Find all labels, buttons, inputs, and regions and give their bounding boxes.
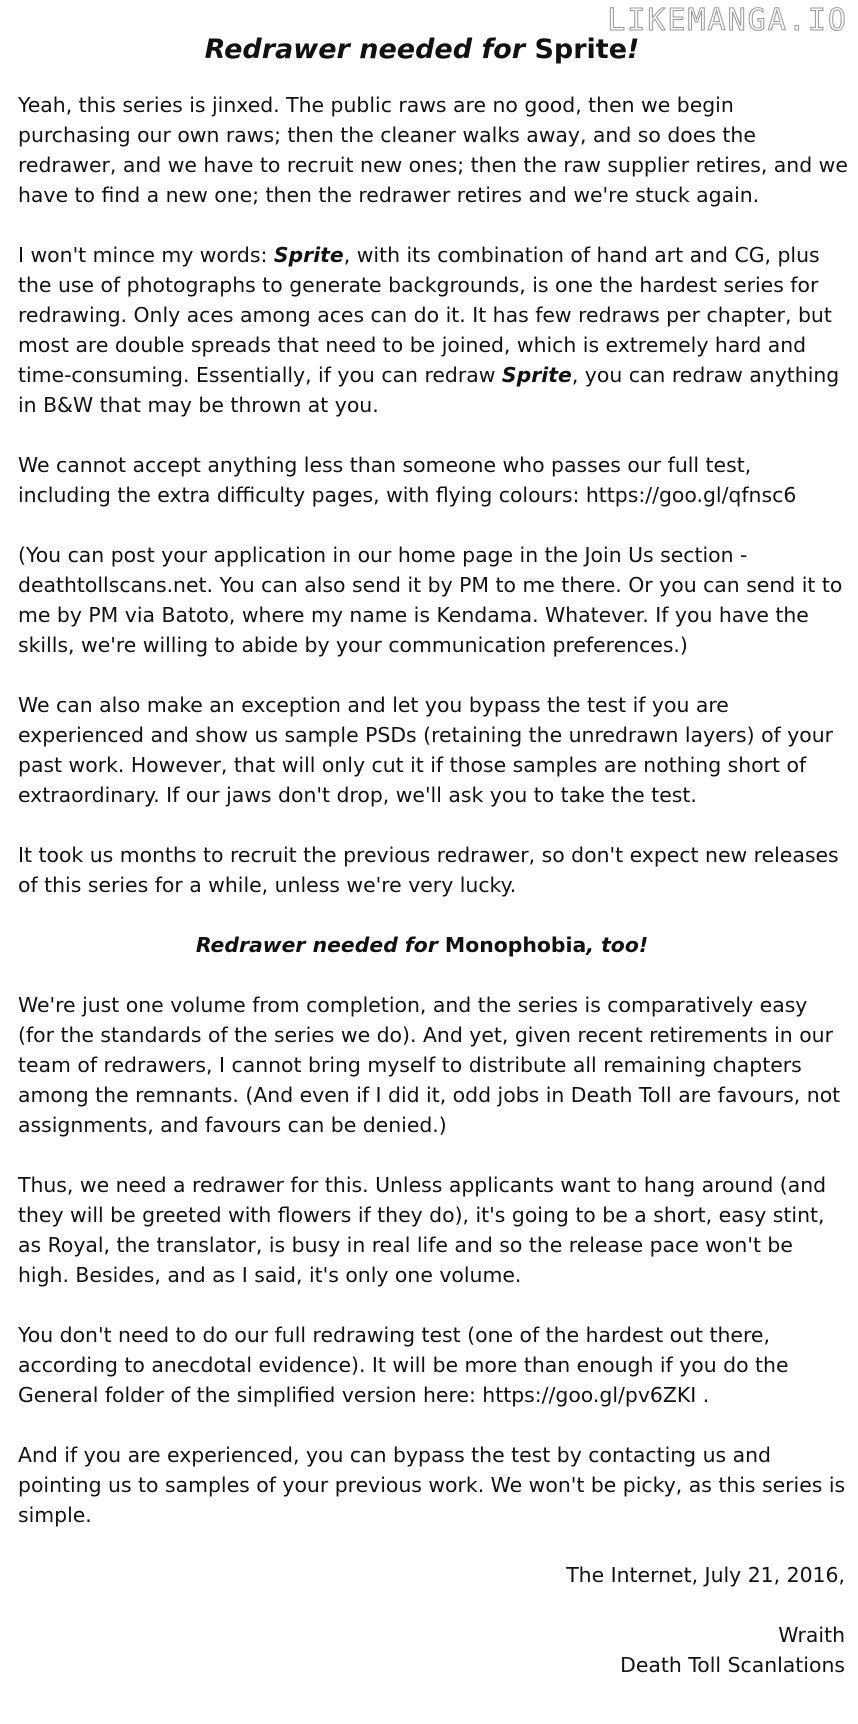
closing-place-date: The Internet, July 21, 2016, — [566, 1563, 845, 1587]
letter — [18, 30, 848, 1680]
paragraph-completion: We're just one volume from completion, and the series is comparatively easy (for the standards of the series we do). And yet, given recent retirements in our team of redrawers, I cannot bring myself to distribute all remaining chapters among the remnants. (And even if I did it, odd jobs in Death Toll are favours, not assignments, and favours can be denied.) — [18, 993, 841, 1137]
paragraph-test-requirement: We cannot accept anything less than someone who passes our full test, including the extra difficulty pages, with flying colours: https://goo.gl/qfnsc6 — [18, 453, 797, 507]
p2-text-c: , with its combination of hand art and CG, plus the use of photographs to generate backgrounds, is one the hardest series for redrawing. Only aces among aces can do it. It has few redraws per chapter, but most are double spreads that need to be joined, which is extremely hard and time-consuming. Essentially, if you can redraw — [18, 243, 832, 387]
paragraph-jinxed: Yeah, this series is jinxed. The public raws are no good, then we begin purchasing our own raws; then the cleaner walks away, and so does the redrawer, and we have to recruit new ones; then the raw supplier retires, and we have to find a new one; then the redrawer retires and we're stuck again. — [18, 93, 848, 207]
title-prefix: Redrawer needed for — [204, 34, 535, 65]
subtitle-series-name: Monophobia — [444, 933, 587, 957]
paragraph-difficulty — [18, 240, 848, 420]
watermark: LIKEMANGA.IO — [607, 3, 848, 38]
paragraph-simplified-test: You don't need to do our full redrawing test (one of the hardest out there, according to anecdotal evidence). It will be more than enough if you do the General folder of the simplified version here: https://goo.gl/pv6ZKI . — [18, 1323, 789, 1407]
title-series-name: Sprite — [534, 34, 628, 65]
paragraph-application: (You can post your application in our home page in the Join Us section - deathtollscans.net. You can also send it by PM to me there. Or you can send it to me by PM via Batoto, where my name is Kendama. Whatever. If you have the skills, we're willing to abide by your communication preferences.) — [18, 543, 843, 657]
paragraph-recruit-time: It took us months to recruit the previous redrawer, so don't expect new releases of this series for a while, unless we're very lucky. — [18, 843, 839, 897]
subtitle-prefix: Redrawer needed for — [195, 933, 445, 957]
closing-group: Death Toll Scanlations — [620, 1653, 845, 1677]
p2-text-e: , you can redraw anything in B&W that may be thrown at you. — [18, 363, 840, 417]
title-suffix: ! — [627, 34, 640, 65]
paragraph-experienced: And if you are experienced, you can bypass the test by contacting us and pointing us to samples of your previous work. We won't be picky, as this series is simple. — [18, 1443, 846, 1527]
paragraph-need-redrawer: Thus, we need a redrawer for this. Unless applicants want to hang around (and they will be greeted with flowers if they do), it's going to be a short, easy stint, as Royal, the translator, is busy in real life and so the release pace won't be high. Besides, and as I said, it's only one volume. — [18, 1173, 827, 1287]
section-subtitle — [18, 930, 826, 960]
paragraph-exception: We can also make an exception and let you bypass the test if you are experienced and show us sample PSDs (retaining the unredrawn layers) of your past work. However, that will only cut it if those samples are nothing short of extraordinary. If our jaws don't drop, we'll ask you to take the test. — [18, 693, 834, 807]
page-title — [18, 30, 826, 70]
p2-series-name-1: Sprite — [273, 243, 344, 267]
p2-series-name-2: Sprite — [501, 363, 572, 387]
closing-author: Wraith — [778, 1623, 845, 1647]
subtitle-suffix: , too! — [586, 933, 649, 957]
p2-text-a: I won't mince my words: — [18, 243, 274, 267]
